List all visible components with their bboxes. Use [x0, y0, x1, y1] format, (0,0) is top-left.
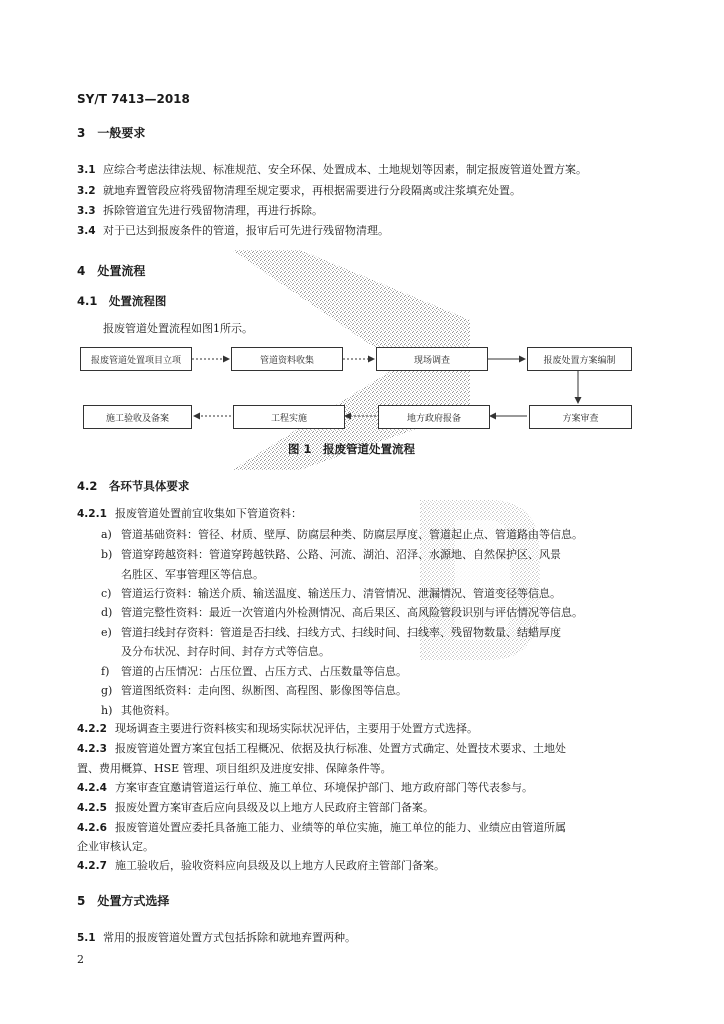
list-item-b: [101, 546, 561, 562]
flow-box-project-approval: 报废管道处置项目立项: [80, 347, 192, 371]
list-item-c: [101, 585, 561, 601]
clause-number: 4.2.3: [77, 743, 107, 755]
list-item-b-continued: 名胜区、军事管理区等信息。: [121, 568, 264, 581]
list-item-d: [101, 604, 583, 620]
flow-box-plan-review: 方案审查: [529, 405, 632, 429]
clause-text: 报废管道处置方案宜包括工程概况、依据及执行标准、处置方式确定、处置技术要求、土地处: [115, 742, 566, 755]
clause-4-2-6-continued: 企业审核认定。: [77, 840, 154, 853]
clause-4-2-5: [77, 799, 434, 817]
figure-caption: 图 1 报废管道处置流程: [288, 442, 416, 456]
clause-number: 4.2.5: [77, 802, 107, 814]
list-item-e-continued: 及分布状况、封存时间、封存方式等信息。: [121, 645, 330, 658]
clause-5-1: [77, 929, 356, 947]
clause-number: 4.2.2: [77, 723, 107, 735]
list-text: 其他资料。: [121, 704, 176, 717]
clause-4-2-3-continued: 置、费用概算、HSE 管理、项目组织及进度安排、保障条件等。: [77, 762, 392, 775]
list-label: a): [101, 528, 112, 541]
clause-text: 报废管道处置应委托具备施工能力、业绩等的单位实施，施工单位的能力、业绩应由管道所属: [115, 821, 566, 834]
clause-number: 3.3: [77, 205, 96, 217]
clause-text: 拆除管道宜先进行残留物清理，再进行拆除。: [103, 204, 323, 217]
clause-text: 施工验收后，验收资料应向县级及以上地方人民政府主管部门备案。: [115, 859, 445, 872]
clause-number: 3.1: [77, 164, 96, 176]
clause-4-2-3: [77, 740, 566, 758]
clause-text: 常用的报废管道处置方式包括拆除和就地弃置两种。: [103, 931, 356, 944]
clause-text: 就地弃置管段应将残留物清理至规定要求，再根据需要进行分段隔离或注浆填充处置。: [103, 184, 521, 197]
section-4-2-heading: 4.2 各环节具体要求: [77, 479, 190, 493]
list-item-e: [101, 624, 561, 640]
section-4-1-heading: 4.1 处置流程图: [77, 294, 167, 308]
clause-text: 报废处置方案审查后应向县级及以上地方人民政府主管部门备案。: [115, 801, 434, 814]
list-text: 管道扫线封存资料：管道是否扫线、扫线方式、扫线时间、扫线率、残留物数量、结蜡厚度: [121, 626, 561, 639]
list-label: h): [101, 704, 113, 717]
flow-box-data-collection: 管道资料收集: [231, 347, 343, 371]
clause-number: 4.2.4: [77, 782, 107, 794]
list-item-a: [101, 526, 583, 542]
flow-box-construction: 工程实施: [233, 405, 345, 429]
clause-number: 5.1: [77, 932, 96, 944]
list-label: c): [101, 587, 112, 600]
clause-text: 报废管道处置前宜收集如下管道资料：: [115, 507, 302, 520]
section-3-heading: 3 一般要求: [77, 126, 146, 140]
clause-4-2-4: [77, 779, 533, 797]
list-text: 管道完整性资料：最近一次管道内外检测情况、高后果区、高风险管段识别与评估情况等信息。: [121, 606, 583, 619]
clause-number: 3.2: [77, 185, 96, 197]
flow-box-site-survey: 现场调查: [376, 347, 488, 371]
list-text: 管道基础资料：管径、材质、壁厚、防腐层种类、防腐层厚度、管道起止点、管道路由等信息。: [121, 528, 583, 541]
clause-4-2-7: [77, 857, 445, 875]
list-label: d): [101, 606, 113, 619]
list-text: 管道的占压情况：占压位置、占压方式、占压数量等信息。: [121, 665, 407, 678]
page-number: 2: [77, 953, 84, 966]
clause-4-2-6: [77, 819, 566, 837]
clause-number: 4.2.7: [77, 860, 107, 872]
clause-text: 对于已达到报废条件的管道，报审后可先进行残留物清理。: [103, 224, 389, 237]
list-item-f: [101, 663, 407, 679]
clause-4-2-2: [77, 720, 478, 738]
clause-number: 4.2.6: [77, 822, 107, 834]
clause-number: 4.2.1: [77, 508, 107, 520]
clause-text: 现场调查主要进行资料核实和现场实际状况评估，主要用于处置方式选择。: [115, 722, 478, 735]
list-text: 管道运行资料：输送介质、输送温度、输送压力、清管情况、泄漏情况、管道变径等信息。: [121, 587, 561, 600]
list-item-g: [101, 682, 407, 698]
section-4-heading: 4 处置流程: [77, 264, 146, 278]
figure-intro: 报废管道处置流程如图1所示。: [103, 322, 253, 335]
list-text: 管道图纸资料：走向图、纵断图、高程图、影像图等信息。: [121, 684, 407, 697]
list-label: e): [101, 626, 112, 639]
standard-code: SY/T 7413—2018: [77, 92, 190, 106]
list-item-h: [101, 702, 176, 718]
flow-box-plan-preparation: 报废处置方案编制: [527, 347, 632, 371]
clause-number: 3.4: [77, 225, 96, 237]
clause-4-2-1: [77, 505, 302, 523]
list-label: f): [101, 665, 110, 678]
list-text: 管道穿跨越资料：管道穿跨越铁路、公路、河流、湖泊、沼泽、水源地、自然保护区、风景: [121, 548, 561, 561]
clause-text: 方案审查宜邀请管道运行单位、施工单位、环境保护部门、地方政府部门等代表参与。: [115, 781, 533, 794]
clause-text: 应综合考虑法律法规、标准规范、安全环保、处置成本、土地规划等因素，制定报废管道处置方案。: [103, 163, 587, 176]
flow-box-acceptance-filing: 施工验收及备案: [83, 405, 192, 429]
section-5-heading: 5 处置方式选择: [77, 894, 170, 908]
flow-box-government-filing: 地方政府报备: [378, 405, 490, 429]
list-label: g): [101, 684, 113, 697]
list-label: b): [101, 548, 113, 561]
